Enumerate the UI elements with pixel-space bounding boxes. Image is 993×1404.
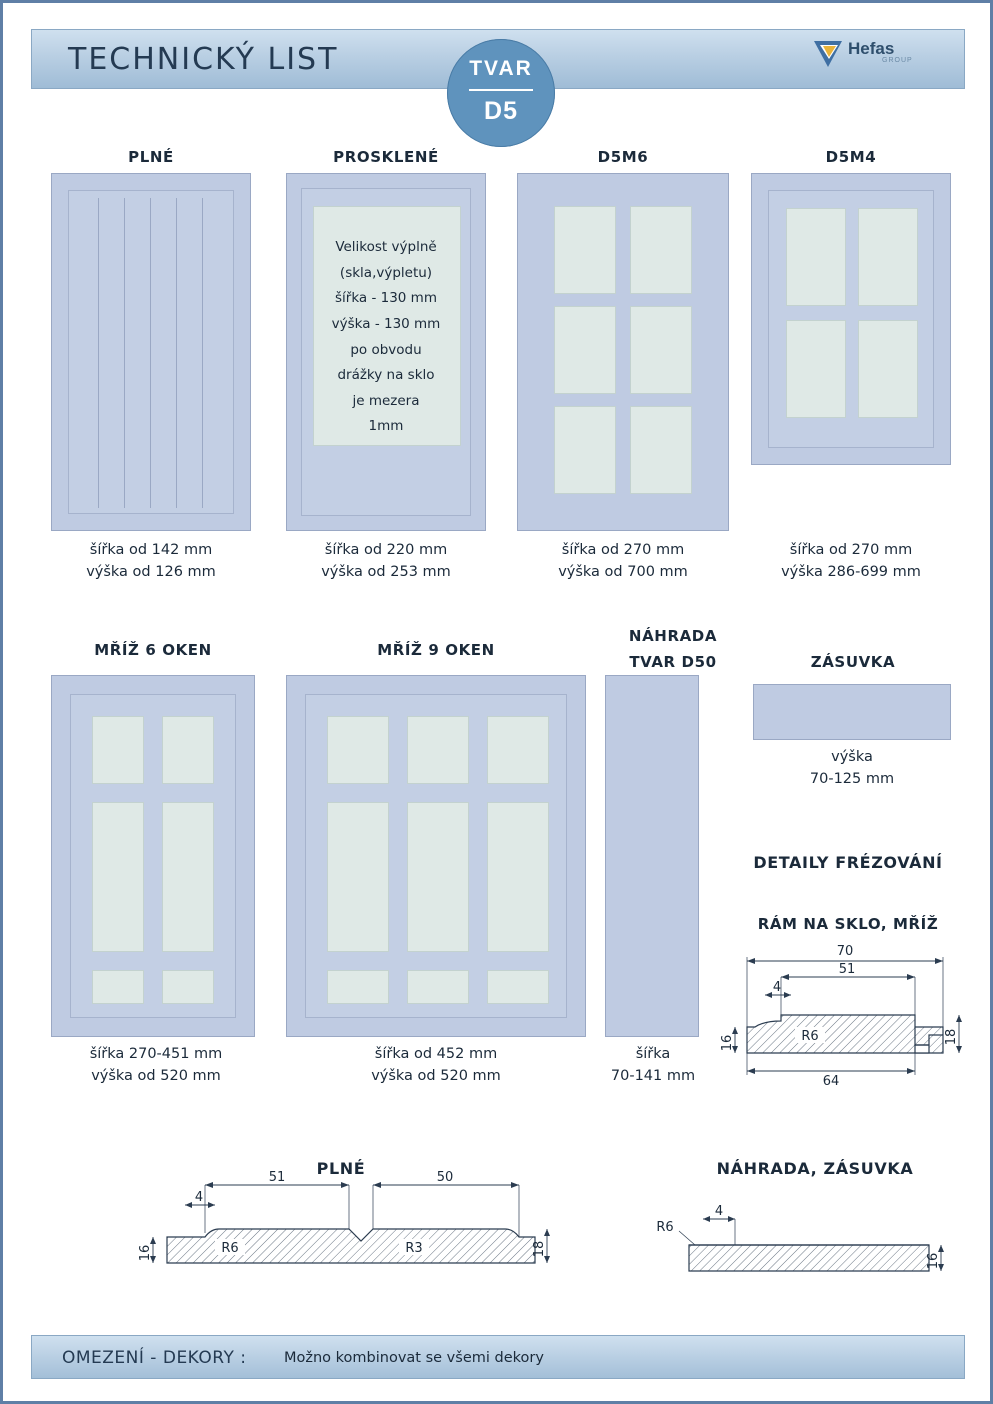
logo-subtext: GROUP — [882, 57, 913, 64]
dim-51: 51 — [268, 1170, 286, 1185]
company-logo — [812, 35, 942, 77]
detail-nahrada-title: NÁHRADA, ZÁSUVKA — [716, 1159, 914, 1178]
dims-nahrada — [595, 1043, 711, 1088]
dim-51: 51 — [838, 962, 856, 977]
caption-d5m4: D5M4 — [825, 148, 877, 166]
door-panel-d5m6 — [517, 173, 729, 531]
glass-pane — [554, 406, 616, 494]
note-line: Velikost výplně — [335, 239, 437, 255]
caption-prosklene: PROSKLENÉ — [333, 148, 439, 166]
dim-16: 16 — [720, 1034, 735, 1052]
footer-band — [31, 1335, 965, 1379]
glass-pane — [92, 802, 144, 952]
dim-height: výška od 520 mm — [371, 1068, 501, 1085]
dims-mriz9 — [286, 1043, 586, 1088]
detail-plne-drawing — [123, 1163, 553, 1318]
radius-r6: R6 — [801, 1029, 819, 1044]
detail-nahrada-drawing — [643, 1183, 953, 1318]
glass-pane — [407, 802, 469, 952]
glass-pane — [162, 970, 214, 1004]
dim-height-value: 70-125 mm — [809, 771, 895, 788]
dim-width: šířka — [635, 1046, 671, 1062]
radius-r3: R3 — [405, 1241, 423, 1256]
caption-zasuvka: ZÁSUVKA — [810, 653, 896, 671]
dim-50: 50 — [436, 1170, 454, 1185]
shape-badge-code: D5 — [484, 97, 518, 125]
groove-line — [98, 198, 99, 508]
glass-pane — [487, 802, 549, 952]
note-line: po obvodu — [350, 341, 422, 358]
door-panel-mriz9 — [286, 675, 586, 1037]
page-title: TECHNICKÝ LIST — [68, 42, 339, 77]
dim-height-label: výška — [831, 749, 873, 765]
dim-height: výška od 520 mm — [91, 1068, 221, 1085]
caption-nahrada-line1: NÁHRADA — [628, 627, 718, 645]
groove-line — [176, 198, 177, 508]
dim-width: šířka od 142 mm — [89, 542, 213, 558]
glass-pane — [786, 320, 846, 418]
dim-width: šířka od 220 mm — [324, 542, 448, 558]
dim-height: výška 286-699 mm — [781, 564, 921, 581]
glass-pane — [630, 306, 692, 394]
shape-badge-divider — [469, 89, 533, 91]
glass-pane — [487, 970, 549, 1004]
glass-pane — [407, 970, 469, 1004]
caption-mriz6: MŘÍŽ 6 OKEN — [94, 641, 212, 659]
dim-4: 4 — [772, 980, 782, 995]
glass-pane — [92, 716, 144, 784]
detail-plne-title: PLNÉ — [316, 1159, 366, 1178]
glass-size-note — [294, 235, 478, 440]
note-line: výška - 130 mm — [331, 315, 441, 332]
dim-height: výška od 253 mm — [321, 564, 451, 581]
glass-pane — [407, 716, 469, 784]
dim-64: 64 — [822, 1074, 840, 1089]
glass-pane — [630, 206, 692, 294]
glass-pane — [162, 716, 214, 784]
glass-pane — [554, 306, 616, 394]
dim-4: 4 — [714, 1204, 724, 1219]
dims-d5m4 — [736, 539, 966, 584]
door-panel-zasuvka — [753, 684, 951, 740]
door-panel-mriz6 — [51, 675, 255, 1037]
glass-pane — [162, 802, 214, 952]
caption-mriz9: MŘÍŽ 9 OKEN — [377, 641, 495, 659]
shape-badge — [447, 39, 555, 147]
dim-value: 70-141 mm — [610, 1068, 696, 1085]
dim-height: výška od 126 mm — [86, 564, 216, 581]
dim-width: šířka od 270 mm — [789, 542, 913, 558]
groove-line — [124, 198, 125, 508]
dim-18: 18 — [944, 1028, 959, 1046]
note-line: drážky na sklo — [337, 367, 435, 384]
dim-70: 70 — [836, 944, 854, 959]
glass-pane — [630, 406, 692, 494]
door-panel-d5m4 — [751, 173, 951, 465]
caption-d5m6: D5M6 — [597, 148, 649, 166]
panel-inner-frame — [68, 190, 234, 514]
dims-plne — [41, 539, 261, 584]
dims-zasuvka — [753, 746, 951, 791]
note-line: je mezera — [352, 392, 420, 409]
caption-plne: PLNÉ — [128, 148, 174, 166]
glass-pane — [786, 208, 846, 306]
note-line: 1mm — [368, 418, 404, 435]
door-panel-plne — [51, 173, 251, 531]
dim-width: šířka od 270 mm — [561, 542, 685, 558]
radius-r6: R6 — [221, 1241, 239, 1256]
glass-pane — [554, 206, 616, 294]
footer-label: OMEZENÍ - DEKORY : — [62, 1348, 247, 1368]
detail-frame-drawing — [719, 935, 969, 1100]
glass-pane — [487, 716, 549, 784]
footer-value: Možno kombinovat se všemi dekory — [284, 1350, 544, 1366]
groove-line — [202, 198, 203, 508]
dims-mriz6 — [41, 1043, 271, 1088]
glass-pane — [858, 208, 918, 306]
detail-frame-title: RÁM NA SKLO, MŘÍŽ — [757, 915, 939, 933]
dim-16: 16 — [138, 1244, 153, 1262]
note-line: (skla,výpletu) — [339, 264, 433, 281]
glass-pane — [327, 970, 389, 1004]
groove-line — [150, 198, 151, 508]
glass-pane — [92, 970, 144, 1004]
radius-r6: R6 — [656, 1220, 674, 1235]
dim-height: výška od 700 mm — [558, 564, 688, 581]
dim-18: 18 — [532, 1240, 547, 1258]
dim-width: šířka od 452 mm — [374, 1046, 498, 1062]
shape-badge-label: TVAR — [469, 57, 533, 80]
dims-d5m6 — [508, 539, 738, 584]
logo-text: Hefas — [848, 39, 895, 58]
dim-width: šířka 270-451 mm — [89, 1046, 223, 1062]
glass-pane — [327, 716, 389, 784]
note-line: šířka - 130 mm — [334, 290, 437, 307]
glass-pane — [858, 320, 918, 418]
dim-4: 4 — [194, 1190, 204, 1205]
caption-nahrada-line2: TVAR D50 — [629, 653, 717, 671]
glass-pane — [327, 802, 389, 952]
door-panel-nahrada — [605, 675, 699, 1037]
logo-mark-icon — [812, 37, 846, 71]
details-heading: DETAILY FRÉZOVÁNÍ — [753, 853, 943, 872]
dims-prosklene — [276, 539, 496, 584]
dim-16: 16 — [926, 1252, 941, 1270]
